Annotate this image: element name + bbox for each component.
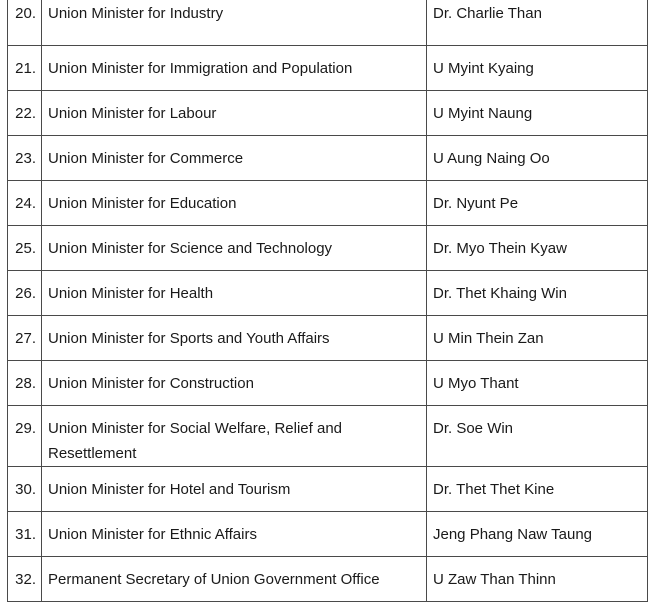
table-row [8, 181, 648, 226]
minister-name: U Min Thein Zan [433, 330, 544, 347]
minister-name-cell [427, 361, 648, 406]
row-number-cell [8, 271, 42, 316]
position-cell [42, 91, 427, 136]
minister-name-cell [427, 406, 648, 467]
minister-name: U Zaw Than Thinn [433, 571, 556, 588]
position-cell [42, 512, 427, 557]
minister-name-cell [427, 0, 648, 46]
minister-name-cell [427, 271, 648, 316]
row-number-cell [8, 361, 42, 406]
table-row [8, 467, 648, 512]
table-row [8, 91, 648, 136]
position-title: Union Minister for Health [48, 285, 214, 302]
minister-name-cell [427, 46, 648, 91]
ministers-table [7, 0, 648, 602]
minister-name-cell [427, 226, 648, 271]
position-cell [42, 467, 427, 512]
position-title: Union Minister for Education [48, 195, 237, 212]
position-cell [42, 271, 427, 316]
table-row [8, 557, 648, 602]
position-cell [42, 557, 427, 602]
row-number: 28. [15, 375, 36, 392]
row-number-cell [8, 406, 42, 467]
position-title: Union Minister for Commerce [48, 150, 244, 167]
position-title: Union Minister for Ethnic Affairs [48, 526, 257, 543]
table-row [8, 271, 648, 316]
position-title: Union Minister for Sports and Youth Affairs [48, 330, 330, 347]
position-title: Union Minister for Hotel and Tourism [48, 481, 291, 498]
row-number: 30. [15, 481, 36, 498]
table-row [8, 512, 648, 557]
minister-name: Dr. Nyunt Pe [433, 195, 519, 212]
row-number-cell [8, 316, 42, 361]
row-number: 22. [15, 105, 36, 122]
position-cell [42, 406, 427, 467]
position-title: Union Minister for Industry [48, 5, 224, 22]
minister-name-cell [427, 467, 648, 512]
row-number-cell [8, 46, 42, 91]
row-number: 31. [15, 526, 36, 543]
position-title: Union Minister for Construction [48, 375, 254, 392]
row-number-cell [8, 181, 42, 226]
table-row [8, 406, 648, 467]
minister-name: Dr. Thet Thet Kine [433, 481, 555, 498]
row-number: 20. [15, 5, 36, 22]
minister-name: Jeng Phang Naw Taung [433, 526, 593, 543]
row-number: 27. [15, 330, 36, 347]
minister-name: U Aung Naing Oo [433, 150, 550, 167]
table-row [8, 136, 648, 181]
row-number: 24. [15, 195, 36, 212]
minister-name: Dr. Soe Win [433, 420, 514, 437]
row-number-cell [8, 467, 42, 512]
row-number: 21. [15, 60, 36, 77]
minister-name: Dr. Charlie Than [433, 5, 542, 22]
row-number: 25. [15, 240, 36, 257]
row-number: 23. [15, 150, 36, 167]
position-cell [42, 226, 427, 271]
minister-name: U Myint Kyaing [433, 60, 534, 77]
minister-name-cell [427, 136, 648, 181]
position-cell [42, 361, 427, 406]
row-number-cell [8, 0, 42, 46]
row-number: 26. [15, 285, 36, 302]
table-row [8, 226, 648, 271]
position-title: Union Minister for Social Welfare, Relief and Resettlement [48, 420, 343, 462]
minister-name-cell [427, 91, 648, 136]
minister-name: U Myo Thant [433, 375, 519, 392]
minister-name-cell [427, 512, 648, 557]
minister-name-cell [427, 316, 648, 361]
position-title: Union Minister for Immigration and Population [48, 60, 353, 77]
table-row [8, 361, 648, 406]
position-cell [42, 46, 427, 91]
row-number-cell [8, 91, 42, 136]
position-title: Union Minister for Labour [48, 105, 217, 122]
table-row [8, 0, 648, 46]
row-number: 29. [15, 420, 36, 437]
row-number-cell [8, 512, 42, 557]
table-row [8, 46, 648, 91]
minister-name: Dr. Myo Thein Kyaw [433, 240, 567, 257]
minister-name: U Myint Naung [433, 105, 533, 122]
position-cell [42, 181, 427, 226]
position-cell [42, 136, 427, 181]
position-cell [42, 0, 427, 46]
row-number-cell [8, 557, 42, 602]
table-row [8, 316, 648, 361]
row-number: 32. [15, 571, 36, 588]
minister-name: Dr. Thet Khaing Win [433, 285, 567, 302]
position-title: Permanent Secretary of Union Government Office [48, 571, 380, 588]
position-cell [42, 316, 427, 361]
position-title: Union Minister for Science and Technology [48, 240, 333, 257]
row-number-cell [8, 226, 42, 271]
minister-name-cell [427, 181, 648, 226]
minister-name-cell [427, 557, 648, 602]
row-number-cell [8, 136, 42, 181]
